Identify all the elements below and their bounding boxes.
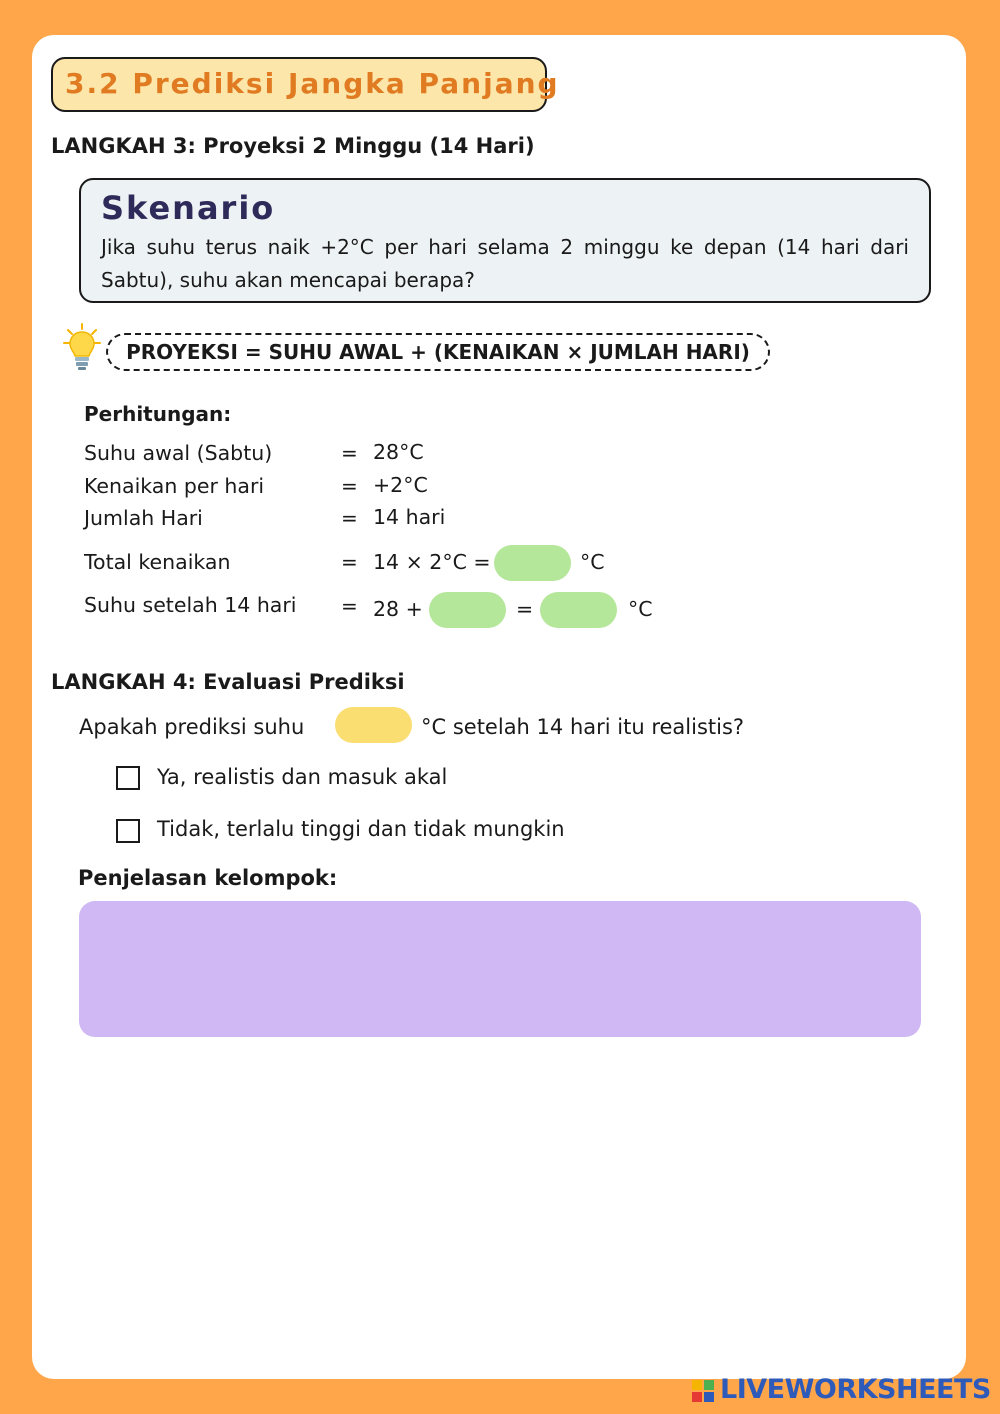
formula-box: PROYEKSI = SUHU AWAL + (KENAIKAN × JUMLAH HARI): [106, 333, 770, 371]
liveworksheets-logo: [692, 1374, 992, 1408]
final-temp-answer-input[interactable]: [540, 592, 617, 628]
calc-label-increase-per-day: Kenaikan per hari: [84, 474, 265, 498]
total-increase-unit: °C: [580, 550, 605, 574]
option-yes-checkbox[interactable]: [116, 766, 140, 790]
added-increase-answer-input[interactable]: [429, 592, 506, 628]
calc-after-expression: 28 +: [373, 597, 423, 621]
equals-sign: =: [341, 441, 358, 465]
calc-after-equals: =: [516, 597, 534, 621]
equals-sign: =: [341, 506, 358, 530]
scenario-title: Skenario: [101, 189, 276, 227]
calc-value-number-of-days: 14 hari: [373, 505, 446, 529]
scenario-text: Jika suhu terus naik +2°C per hari selama 2 minggu ke depan (14 hari dari Sabtu), suhu akan mencapai berapa?: [101, 235, 909, 292]
calc-label-temp-after: Suhu setelah 14 hari: [84, 593, 297, 617]
calc-value-initial-temp: 28°C: [373, 440, 424, 464]
step3-heading: LANGKAH 3: Proyeksi 2 Minggu (14 Hari): [51, 134, 535, 158]
lightbulb-icon: [62, 322, 102, 372]
calc-total-expression: 14 × 2°C =: [373, 550, 491, 574]
option-no-label: Tidak, terlalu tinggi dan tidak mungkin: [157, 817, 565, 841]
option-no-checkbox[interactable]: [116, 819, 140, 843]
explanation-label: Penjelasan kelompok:: [78, 866, 338, 890]
logo-text: LIVEWORKSHEETS: [720, 1374, 991, 1405]
final-temp-unit: °C: [628, 597, 653, 621]
evaluation-question-end: °C setelah 14 hari itu realistis?: [421, 715, 745, 739]
calculation-heading: Perhitungan:: [84, 402, 232, 426]
option-yes-label: Ya, realistis dan masuk akal: [157, 765, 448, 789]
step4-heading: LANGKAH 4: Evaluasi Prediksi: [51, 670, 405, 694]
calc-value-increase-per-day: +2°C: [373, 473, 428, 497]
group-explanation-input[interactable]: [79, 901, 921, 1037]
predicted-temp-answer-input[interactable]: [335, 707, 412, 743]
evaluation-question-start: Apakah prediksi suhu: [79, 715, 305, 739]
equals-sign: =: [341, 550, 358, 574]
calc-label-initial-temp: Suhu awal (Sabtu): [84, 441, 273, 465]
logo-grid-icon: [692, 1380, 714, 1402]
scenario-box: [79, 178, 931, 303]
total-increase-answer-input[interactable]: [494, 545, 571, 581]
calc-label-total-increase: Total kenaikan: [84, 550, 231, 574]
section-title: 3.2 Prediksi Jangka Panjang: [51, 57, 547, 112]
equals-sign: =: [341, 594, 358, 618]
calc-label-number-of-days: Jumlah Hari: [84, 506, 203, 530]
equals-sign: =: [341, 474, 358, 498]
